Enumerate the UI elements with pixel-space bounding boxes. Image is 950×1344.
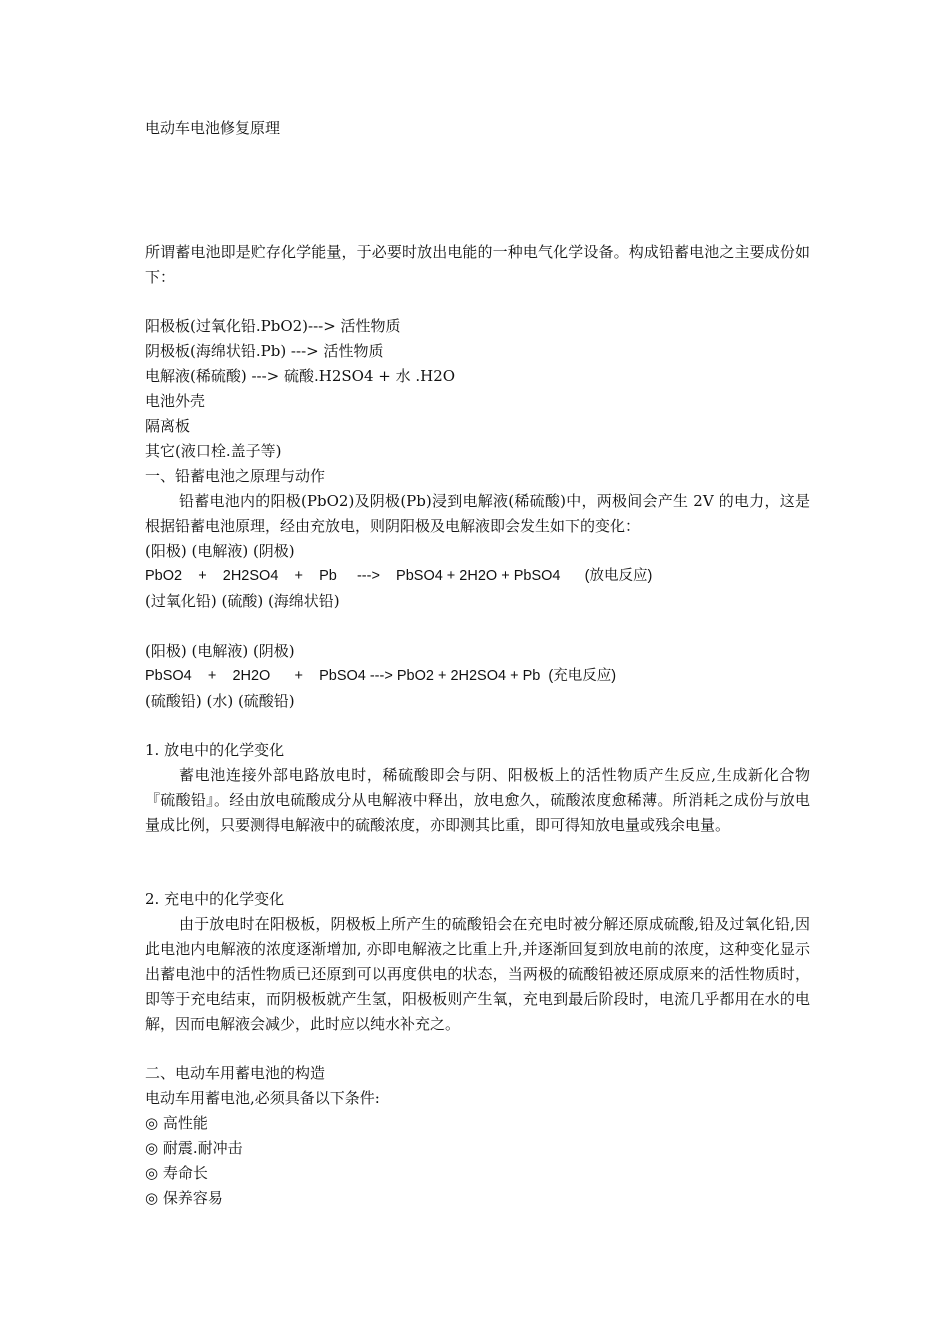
list-item: ◎ 寿命长 <box>145 1164 208 1182</box>
component-case: 电池外壳 <box>145 392 206 410</box>
component-electrolyte: 电解液(稀硫酸) ---> 硫酸.H2SO4 + 水 .H2O <box>145 367 456 385</box>
list-item: ◎ 耐震.耐冲击 <box>145 1139 243 1157</box>
section2-heading: 二、电动车用蓄电池的构造 <box>145 1064 326 1082</box>
charge-labels: (阳极) (电解液) (阴极) <box>145 642 295 660</box>
sub2-body: 由于放电时在阳极板，阴极板上所产生的硫酸铅会在充电时被分解还原成硫酸,铅及过氧化铅,因此电池内电解液的浓度逐渐增加, 亦即电解液之比重上升,并逐渐回复到放电前的浓度，这种变化显示出蓄电池中的活性物质已还原到可以再度供电的状态，当两极的硫酸铅被还原成原来的活性物质时，即等于充电结束，而阴极板就产生氢，阳极板则产生氧，充电到最后阶段时，电流几乎都用在水的电解，因而电解液会减少，此时应以纯水补充之。 <box>145 915 810 1033</box>
discharge-equation: PbO2 + 2H2SO4 + Pb ---> PbSO4 + 2H2O + PbSO4 (放电反应) <box>145 568 653 584</box>
list-item: ◎ 高性能 <box>145 1114 208 1132</box>
component-separator: 隔离板 <box>145 417 191 435</box>
sub1-body: 蓄电池连接外部电路放电时，稀硫酸即会与阴、阳极板上的活性物质产生反应,生成新化合物『硫酸铅』。经由放电硫酸成分从电解液中释出，放电愈久，硫酸浓度愈稀薄。所消耗之成份与放电量成比例，只要测得电解液中的硫酸浓度，亦即测其比重，即可得知放电量或残余电量。 <box>145 766 810 834</box>
section1-heading: 一、铅蓄电池之原理与动作 <box>145 467 326 485</box>
discharge-names: (过氧化铅) (硫酸) (海绵状铅) <box>145 592 340 610</box>
component-cathode: 阴极板(海绵状铅.Pb) ---> 活性物质 <box>145 342 384 360</box>
sub2-heading: 2. 充电中的化学变化 <box>145 890 285 908</box>
list-item: ◎ 保养容易 <box>145 1189 223 1207</box>
charge-equation: PbSO4 + 2H2O + PbSO4 ---> PbO2 + 2H2SO4 + Pb (充电反应) <box>145 668 617 684</box>
component-anode: 阳极板(过氧化铅.PbO2)---> 活性物质 <box>145 317 401 335</box>
section1-body: 铅蓄电池内的阳极(PbO2)及阴极(Pb)浸到电解液(稀硫酸)中，两极间会产生 2V 的电力，这是根据铅蓄电池原理，经由充放电，则阴阳极及电解液即会发生如下的变化： <box>145 492 810 535</box>
section2-intro: 电动车用蓄电池,必须具备以下条件: <box>145 1089 380 1107</box>
discharge-labels: (阳极) (电解液) (阴极) <box>145 542 295 560</box>
component-other: 其它(液口栓.盖子等) <box>145 442 282 460</box>
document-title: 电动车电池修复原理 <box>145 119 281 137</box>
charge-names: (硫酸铅) (水) (硫酸铅) <box>145 692 295 710</box>
intro-paragraph: 所谓蓄电池即是贮存化学能量，于必要时放出电能的一种电气化学设备。构成铅蓄电池之主要成份如下： <box>145 243 810 286</box>
sub1-heading: 1. 放电中的化学变化 <box>145 741 285 759</box>
